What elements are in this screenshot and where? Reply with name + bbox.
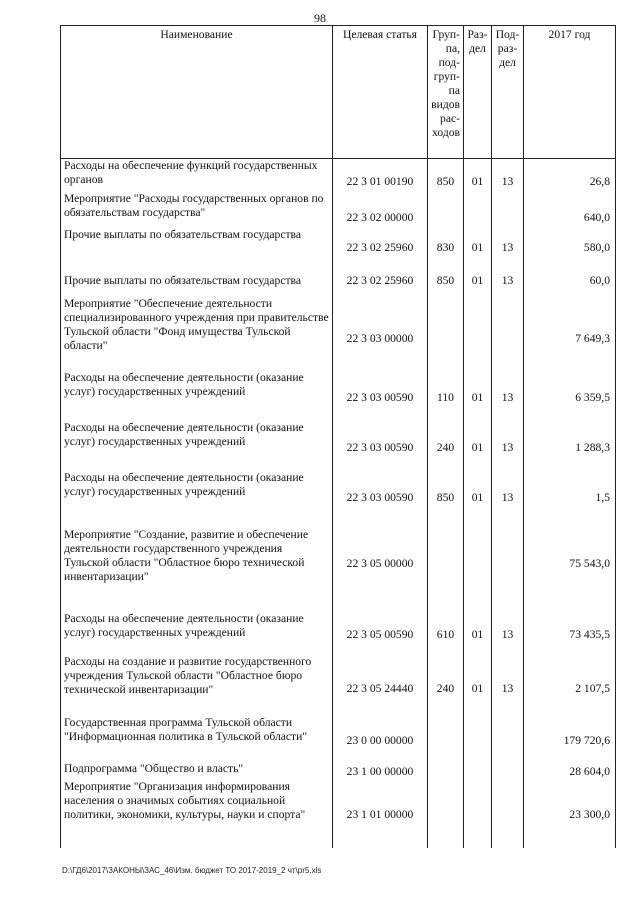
row-target-article: 22 3 03 00000	[333, 291, 428, 364]
budget-table	[60, 25, 616, 848]
table-row	[61, 514, 616, 604]
row-name: Подпрограмма "Общество и власть"	[61, 762, 333, 780]
row-section: 01	[464, 464, 492, 514]
row-section	[464, 762, 492, 780]
row-amount: 7 649,3	[524, 291, 616, 364]
row-expense-group: 850	[428, 258, 464, 291]
row-target-article: 23 0 00 00000	[333, 716, 428, 762]
row-expense-group: 240	[428, 650, 464, 716]
row-expense-group	[428, 514, 464, 604]
header-year-2017: 2017 год	[524, 26, 616, 159]
page-number: 98	[314, 11, 326, 25]
row-name: Мероприятие "Обеспечение деятельности специализированного учреждения при правительстве Тульской области "Фонд имущества Тульской области"	[61, 291, 333, 364]
row-expense-group: 610	[428, 604, 464, 650]
row-amount: 26,8	[524, 159, 616, 192]
row-subsection	[492, 762, 524, 780]
row-expense-group: 850	[428, 159, 464, 192]
row-amount: 580,0	[524, 228, 616, 258]
row-amount: 73 435,5	[524, 604, 616, 650]
table-row	[61, 464, 616, 514]
row-target-article: 23 1 00 00000	[333, 762, 428, 780]
row-target-article: 22 3 05 00590	[333, 604, 428, 650]
row-subsection: 13	[492, 414, 524, 464]
row-subsection	[492, 780, 524, 848]
table-row	[61, 364, 616, 414]
table-row	[61, 650, 616, 716]
row-amount: 6 359,5	[524, 364, 616, 414]
row-subsection: 13	[492, 258, 524, 291]
row-section: 01	[464, 364, 492, 414]
row-section	[464, 716, 492, 762]
row-subsection: 13	[492, 604, 524, 650]
row-expense-group: 240	[428, 414, 464, 464]
header-target-article: Целевая статья	[333, 26, 428, 159]
row-name: Расходы на обеспечение функций государственных органов	[61, 159, 333, 192]
table-row	[61, 762, 616, 780]
row-subsection: 13	[492, 650, 524, 716]
footer-file-path: D:\ГД6\2017\ЗАКОНЫ\ЗАС_46\Изм. бюджет ТО 2017-2019_2 чт\pr5.xls	[62, 866, 322, 875]
row-target-article: 22 3 03 00590	[333, 414, 428, 464]
row-amount: 75 543,0	[524, 514, 616, 604]
row-section: 01	[464, 414, 492, 464]
table-row	[61, 291, 616, 364]
table-row	[61, 780, 616, 848]
row-target-article: 22 3 03 00590	[333, 364, 428, 414]
row-subsection: 13	[492, 464, 524, 514]
row-target-article: 22 3 02 25960	[333, 228, 428, 258]
row-amount: 60,0	[524, 258, 616, 291]
row-subsection	[492, 514, 524, 604]
row-expense-group: 830	[428, 228, 464, 258]
row-target-article: 22 3 01 00190	[333, 159, 428, 192]
header-section: Раз- дел	[464, 26, 492, 159]
row-name: Расходы на обеспечение деятельности (оказание услуг) государственных учреждений	[61, 364, 333, 414]
row-expense-group	[428, 780, 464, 848]
header-subsection: Под- раз- дел	[492, 26, 524, 159]
row-amount: 1 288,3	[524, 414, 616, 464]
table-row	[61, 192, 616, 228]
table-row	[61, 414, 616, 464]
row-section: 01	[464, 604, 492, 650]
row-target-article: 22 3 02 00000	[333, 192, 428, 228]
row-name: Мероприятие "Создание, развитие и обеспечение деятельности государственного учреждения Тульской области "Областное бюро технической инвентаризации"	[61, 514, 333, 604]
row-amount: 640,0	[524, 192, 616, 228]
row-name: Расходы на обеспечение деятельности (оказание услуг) государственных учреждений	[61, 604, 333, 650]
row-expense-group: 850	[428, 464, 464, 514]
table-row	[61, 159, 616, 192]
table-row	[61, 228, 616, 258]
table-header-row	[61, 26, 616, 159]
table-row	[61, 604, 616, 650]
row-target-article: 22 3 05 00000	[333, 514, 428, 604]
row-section	[464, 291, 492, 364]
row-name: Прочие выплаты по обязательствам государства	[61, 258, 333, 291]
row-name: Расходы на обеспечение деятельности (оказание услуг) государственных учреждений	[61, 464, 333, 514]
row-subsection: 13	[492, 228, 524, 258]
row-name: Мероприятие "Расходы государственных органов по обязательствам государства"	[61, 192, 333, 228]
row-name: Государственная программа Тульской области "Информационная политика в Тульской области"	[61, 716, 333, 762]
row-section: 01	[464, 650, 492, 716]
row-expense-group	[428, 192, 464, 228]
row-amount: 1,5	[524, 464, 616, 514]
row-section	[464, 780, 492, 848]
row-expense-group	[428, 716, 464, 762]
row-section: 01	[464, 228, 492, 258]
row-subsection: 13	[492, 364, 524, 414]
row-amount: 23 300,0	[524, 780, 616, 848]
table-row	[61, 716, 616, 762]
row-section	[464, 514, 492, 604]
budget-table-container	[60, 25, 615, 848]
row-section: 01	[464, 159, 492, 192]
row-name: Мероприятие "Организация информирования населения о значимых событиях социальной политики, экономики, культуры, науки и спорта"	[61, 780, 333, 848]
row-name: Прочие выплаты по обязательствам государства	[61, 228, 333, 258]
row-target-article: 22 3 02 25960	[333, 258, 428, 291]
header-expense-group: Груп- па, под- груп- па видов рас- ходов	[428, 26, 464, 159]
row-subsection: 13	[492, 159, 524, 192]
row-subsection	[492, 291, 524, 364]
row-target-article: 23 1 01 00000	[333, 780, 428, 848]
header-name: Наименование	[61, 26, 333, 159]
row-section	[464, 192, 492, 228]
row-expense-group	[428, 762, 464, 780]
row-amount: 179 720,6	[524, 716, 616, 762]
row-amount: 2 107,5	[524, 650, 616, 716]
row-amount: 28 604,0	[524, 762, 616, 780]
row-subsection	[492, 716, 524, 762]
row-name: Расходы на создание и развитие государственного учреждения Тульской области "Областное бюро технической инвентаризации"	[61, 650, 333, 716]
row-target-article: 22 3 03 00590	[333, 464, 428, 514]
row-target-article: 22 3 05 24440	[333, 650, 428, 716]
row-section: 01	[464, 258, 492, 291]
table-row	[61, 258, 616, 291]
row-name: Расходы на обеспечение деятельности (оказание услуг) государственных учреждений	[61, 414, 333, 464]
row-expense-group	[428, 291, 464, 364]
row-expense-group: 110	[428, 364, 464, 414]
row-subsection	[492, 192, 524, 228]
